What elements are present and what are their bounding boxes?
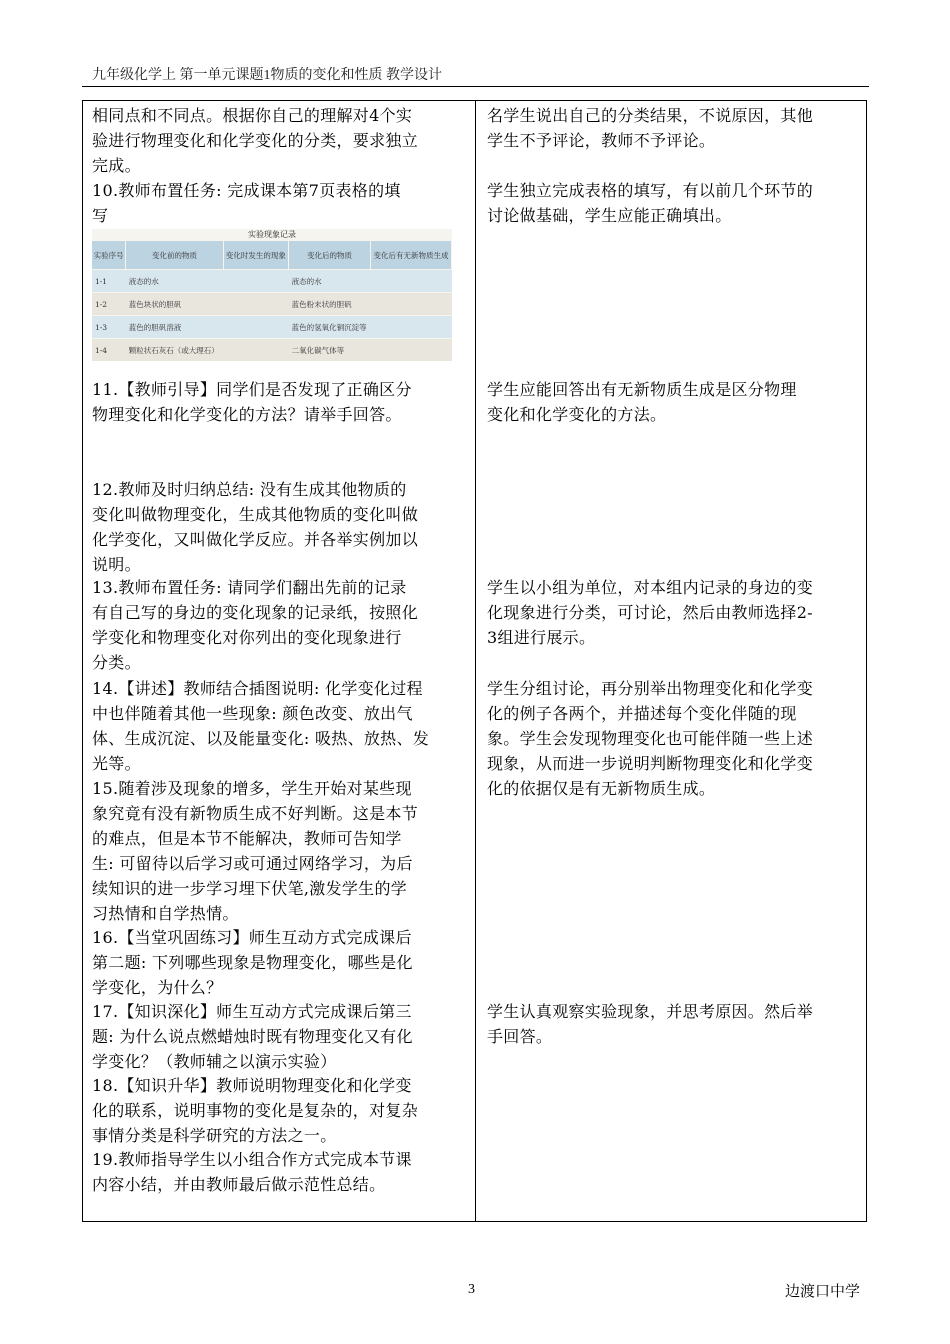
record-table-cell: 1-1 xyxy=(92,270,126,293)
record-table-cell xyxy=(371,293,452,316)
header-rule xyxy=(82,86,869,87)
record-table-header: 变化前的物质 xyxy=(126,241,224,270)
student-response-3: 学生以小组为单位，对本组内记录的身边的变 化现象进行分类，可讨论，然后由教师选择2- 3组进行展示。 xyxy=(487,578,814,647)
student-response-4: 学生分组讨论，再分别举出物理变化和化学变 化的例子各两个，并描述每个变化伴随的现 象。学生会发现物理变化也可能伴随一些上述 现象，从而进一步说明判断物理变化和化学变 化的依据仅是有无新物质生成。 xyxy=(487,679,814,798)
record-table-cell xyxy=(223,270,288,293)
record-table-header: 实验序号 xyxy=(92,241,126,270)
student-response-5: 学生认真观察实验现象，并思考原因。然后举 手回答。 xyxy=(487,1002,814,1046)
record-table-cell: 蓝色粉末状的胆矾 xyxy=(289,293,371,316)
student-response-1: 学生独立完成表格的填写，有以前几个环节的 讨论做基础，学生应能正确填出。 xyxy=(487,181,814,225)
record-table-cell: 1-3 xyxy=(92,316,126,339)
teacher-step-1: 10.教师布置任务: 完成课本第7页表格的填 写 xyxy=(92,181,401,225)
record-table-caption: 实验现象记录 xyxy=(248,230,296,239)
teacher-step-9: 18.【知识升华】教师说明物理变化和化学变 化的联系，说明事物的变化是复杂的，对复杂 事情分类是科学研究的方法之一。 xyxy=(92,1076,419,1145)
record-table-cell xyxy=(223,293,288,316)
teacher-step-7: 16.【当堂巩固练习】师生互动方式完成课后 第二题: 下列哪些现象是物理变化，哪些是化 学变化，为什么？ xyxy=(92,928,413,997)
record-table-cell: 蓝色的氢氧化铜沉淀等 xyxy=(289,316,371,339)
teacher-step-5: 14.【讲述】教师结合插图说明: 化学变化过程 中也伴随着其他一些现象: 颜色改变、放出气 体、生成沉淀、以及能量变化: 吸热、放热、发 光等。 xyxy=(92,679,430,773)
record-table-cell: 液态的水 xyxy=(126,270,224,293)
record-table-cell: 蓝色块状的胆矾 xyxy=(126,293,224,316)
column-divider xyxy=(475,101,476,1221)
teacher-step-8: 17.【知识深化】师生互动方式完成课后第三 题: 为什么说点燃蜡烛时既有物理变化又有化 学变化？（教师辅之以演示实验） xyxy=(92,1002,413,1071)
record-table-cell xyxy=(371,270,452,293)
school-name: 边渡口中学 xyxy=(784,1282,860,1300)
record-table-row xyxy=(92,270,452,293)
record-table-cell: 液态的水 xyxy=(289,270,371,293)
record-table-row xyxy=(92,316,452,339)
record-table-header: 变化时发生的现象 xyxy=(223,241,288,270)
record-table-cell xyxy=(223,339,288,362)
page-number: 3 xyxy=(468,1282,475,1297)
record-table xyxy=(92,241,452,361)
record-table-cell: 蓝色的胆矾溶液 xyxy=(126,316,224,339)
record-table-cell: 1-2 xyxy=(92,293,126,316)
teacher-step-3: 12.教师及时归纳总结: 没有生成其他物质的 变化叫做物理变化，生成其他物质的变化叫做 化学变化，又叫做化学反应。并各举实例加以 说明。 xyxy=(92,480,419,574)
student-response-0: 名学生说出自己的分类结果，不说原因，其他 学生不予评论，教师不予评论。 xyxy=(487,106,814,150)
record-table-cell xyxy=(371,316,452,339)
record-table-cell: 1-4 xyxy=(92,339,126,362)
record-table-cell: 二氧化碳气体等 xyxy=(289,339,371,362)
record-table-row xyxy=(92,339,452,362)
lesson-table xyxy=(82,100,867,1222)
teacher-step-6: 15.随着涉及现象的增多，学生开始对某些现 象究竟有没有新物质生成不好判断。这是本节 的难点，但是本节不能解决，教师可告知学 生: 可留待以后学习或可通过网络学习，为后 续知识的进一步学习埋下伏笔,激发学生的学 习热情和自学热情。 xyxy=(92,779,419,923)
experiment-record-table-image xyxy=(92,229,452,357)
record-table-header: 变化后有无新物质生成 xyxy=(371,241,452,270)
teacher-step-2: 11.【教师引导】同学们是否发现了正确区分 物理变化和化学变化的方法？请举手回答。 xyxy=(92,380,412,424)
record-table-cell xyxy=(371,339,452,362)
record-table-cell xyxy=(223,316,288,339)
teacher-step-10: 19.教师指导学生以小组合作方式完成本节课 内容小结，并由教师最后做示范性总结。 xyxy=(92,1150,412,1194)
record-table-cell: 颗粒状石灰石（或大理石） xyxy=(126,339,224,362)
record-table-row xyxy=(92,293,452,316)
teacher-step-4: 13.教师布置任务: 请同学们翻出先前的记录 有自己写的身边的变化现象的记录纸，按照化 学变化和物理变化对你列出的变化现象进行 分类。 xyxy=(92,578,419,672)
student-response-2: 学生应能回答出有无新物质生成是区分物理 变化和化学变化的方法。 xyxy=(487,380,797,424)
teacher-step-0: 相同点和不同点。根据你自己的理解对4个实 验进行物理变化和化学变化的分类，要求独立 完成。 xyxy=(92,106,419,175)
page-header: 九年级化学上 第一单元课题1物质的变化和性质 教学设计 xyxy=(92,68,442,83)
record-table-header: 变化后的物质 xyxy=(289,241,371,270)
